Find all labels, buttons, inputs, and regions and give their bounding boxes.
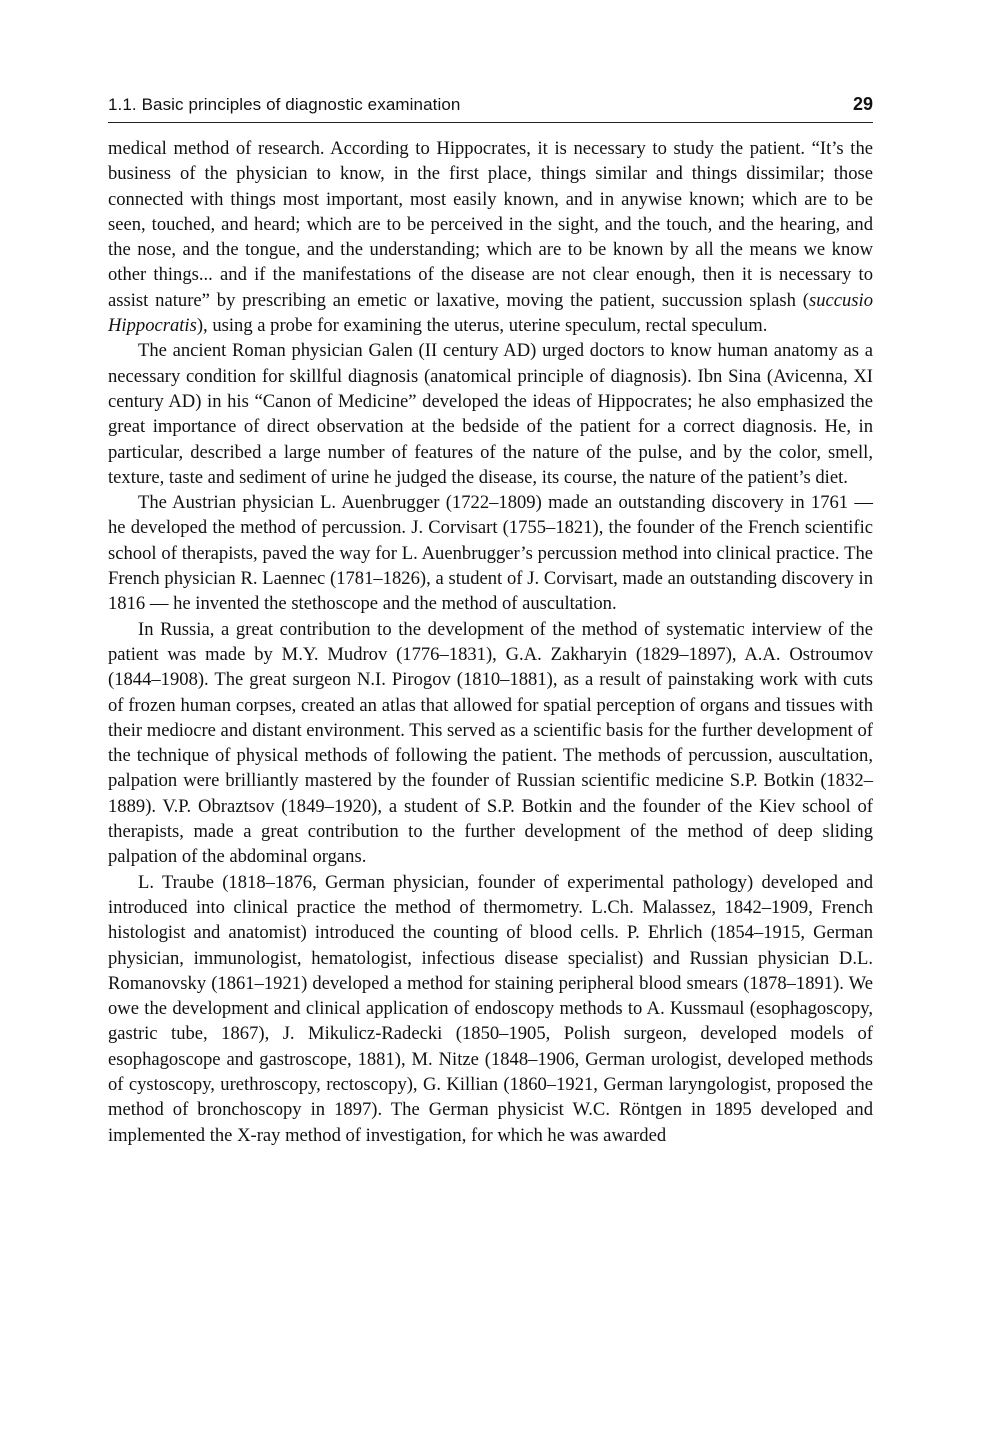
- latin-term: succusio Hippocratis: [108, 289, 873, 337]
- paragraph-1: [108, 136, 873, 338]
- paragraph-2: The ancient Roman physician Galen (II century AD) urged doctors to know human anatomy as a necessary condition for skillful diagnosis (anatomical principle of diagnosis). Ibn Sina (Avicenna, XI century AD) in his “Canon of Medicine” developed the ideas of Hippocrates; he also emphasized the great importance of direct observation at the bedside of the patient for a correct diagnosis. He, in particular, described a large number of features of the nature of the pulse, and by the color, smell, texture, taste and sediment of urine he judged the disease, its course, the nature of the patient’s diet.: [108, 340, 873, 488]
- paragraph-5: L. Traube (1818–1876, German physician, founder of experimental pathology) developed and introduced into clinical practice the method of thermometry. L.Ch. Malassez, 1842–1909, French histologist and anatomist) introduced the counting of blood cells. P. Ehrlich (1854–1915, German physician, immunologist, hematologist, infectious disease specialist) and Russian physician D.L. Romanovsky (1861–1921) developed a method for staining peripheral blood smears (1878–1891). We owe the development and clinical application of endoscopy methods to A. Kussmaul (esophagoscopy, gastric tube, 1867), J. Mikulicz-Radecki (1850–1905, Polish surgeon, developed models of esophagoscope and gastroscope, 1881), M. Nitze (1848–1906, German urologist, developed methods of cystoscopy, urethroscopy, rectoscopy), G. Killian (1860–1921, German laryngologist, proposed the method of bronchoscopy in 1897). The German physicist W.C. Röntgen in 1895 developed and implemented the X-ray method of investigation, for which he was awarded: [108, 871, 873, 1146]
- running-header-title: 1.1. Basic principles of diagnostic examination: [108, 95, 461, 114]
- paragraph-1-text-end: ), using a probe for examining the uterus, uterine speculum, rectal speculum.: [196, 315, 768, 337]
- paragraph-3: The Austrian physician L. Auenbrugger (1722–1809) made an outstanding discovery in 1761 — he developed the method of percussion. J. Corvisart (1755–1821), the founder of the French scientific school of therapists, paved the way for L. Auenbrugger’s percussion method into clinical practice. The French physician R. Laennec (1781–1826), a student of J. Corvisart, made an outstanding discovery in 1816 — he invented the stethoscope and the method of auscultation.: [108, 492, 873, 615]
- paragraph-4: In Russia, a great contribution to the development of the method of systematic interview of the patient was made by M.Y. Mudrov (1776–1831), G.A. Zakharyin (1829–1897), A.A. Ostroumov (1844–1908). The great surgeon N.I. Pirogov (1810–1881), as a result of painstaking work with cuts of frozen human corpses, created an atlas that allowed for spatial perception of organs and tissues with their mediocre and distant environment. This served as a scientific basis for the further development of the technique of physical methods of following the patient. The methods of percussion, auscultation, palpation were brilliantly mastered by the founder of Russian scientific medicine S.P. Botkin (1832–1889). V.P. Obraztsov (1849–1920), a student of S.P. Botkin and the founder of the Kiev school of therapists, made a great contribution to the further development of the method of deep sliding palpation of the abdominal organs.: [108, 618, 873, 868]
- page-number: 29: [852, 94, 873, 114]
- body-text: [108, 136, 873, 1148]
- running-header: [108, 92, 873, 122]
- paragraph-1-text-start: medical method of research. According to Hippocrates, it is necessary to study the patient. “It’s the business of the physician to know, in the first place, things similar and things dissimilar; those connected with things most important, most easily known, and in anywise known; which are to be seen, touched, and heard; which are to be perceived in the sight, and the touch, and the hearing, and the nose, and the tongue, and the understanding; which are to be known by all the means we know other things... and if the manifestations of the disease are not clear enough, then it is necessary to assist nature” by prescribing an emetic or laxative, moving the patient, succussion splash (: [108, 138, 873, 311]
- header-divider: [108, 122, 873, 123]
